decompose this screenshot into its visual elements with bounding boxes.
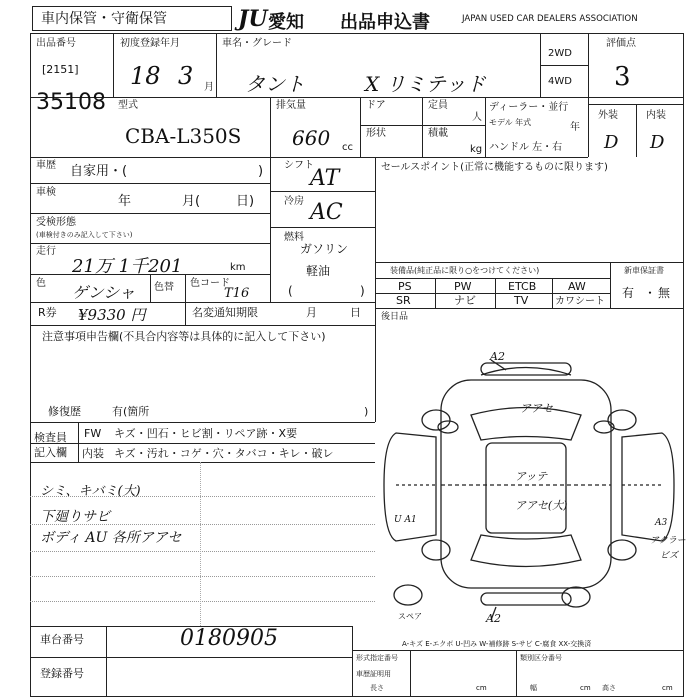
drive-4wd: 4WD (548, 76, 572, 87)
shape-label: 形状 (366, 128, 386, 139)
lot-sub-number: [2151] (42, 63, 79, 76)
storage-badge-text: 車内保管・守衛保管 (41, 11, 167, 27)
equip-leather-seat: カワシート (555, 296, 605, 307)
name-change-month: 月 (306, 306, 317, 319)
vehicle-damage-diagram (376, 345, 682, 645)
registration-month-unit: 月 (204, 82, 214, 93)
lot-number: 35108 (36, 90, 106, 115)
warranty-yes: 有 (622, 286, 635, 300)
handle-label: ハンドル 左・右 (489, 142, 563, 153)
diagram-note-right-2: アクラー (650, 536, 686, 546)
inspection-year: 年 (118, 194, 132, 209)
fw-items: キズ・凹石・ヒビ割・リペア跡・X要 (114, 427, 298, 440)
repair-history-label: 修復歴 (48, 405, 81, 418)
inspection-label: 車検 (36, 187, 56, 198)
car-grade: X リミテッド (365, 72, 486, 96)
chassis-number: 0180905 (180, 626, 278, 651)
year-unit: 年 (570, 122, 580, 133)
repaint-label: 色替 (154, 282, 174, 293)
width-unit: cm (580, 684, 591, 692)
history-close: ) (258, 164, 264, 179)
remark-3: ボディ AU 各所アアセ (40, 530, 182, 546)
diagram-note-top: A2 (490, 350, 505, 363)
displacement: 660 (292, 126, 331, 150)
fuel-label: 燃料 (284, 232, 304, 243)
color-code-value: T16 (224, 286, 250, 301)
load-unit: kg (470, 144, 483, 155)
history-value: 自家用・( (70, 164, 128, 179)
capacity-label: 定員 (428, 100, 448, 111)
class-number-label: 類別区分番号 (520, 654, 562, 662)
equip-navi: ナビ (454, 294, 476, 307)
capacity-unit: 人 (472, 112, 482, 123)
diagram-note-right-1: A3 (655, 518, 668, 528)
equip-pw: PW (454, 280, 472, 293)
interior-items-label: 内装 (82, 447, 104, 460)
diagram-note-center-2: アアセ(大) (515, 499, 568, 512)
equip-etc: ETCB (508, 280, 537, 293)
load-label: 積載 (428, 128, 448, 139)
model-code: CBA-L350S (125, 124, 242, 148)
exterior-label: 外装 (598, 110, 618, 121)
fw-label: FW (84, 427, 102, 440)
equip-tv: TV (514, 294, 529, 307)
interior-label: 内装 (646, 110, 666, 121)
form-number-label: 形式指定番号 (356, 654, 398, 662)
length-unit: cm (476, 684, 487, 692)
equip-aw: AW (568, 280, 586, 293)
model-code-label: 型式 (118, 100, 138, 111)
drive-2wd: 2WD (548, 48, 572, 59)
registration-label: 登録番号 (40, 667, 84, 680)
registration-month: 3 (178, 62, 194, 90)
rating-value: 3 (614, 62, 631, 92)
car-name: タント (245, 72, 305, 96)
warranty-label: 新車保証書 (624, 266, 664, 275)
remark-1: シミ、キバミ(大) (40, 484, 141, 499)
inspection-day: 日) (236, 194, 255, 209)
diagram-note-center-1: アッテ (515, 470, 548, 483)
damage-legend: A-キズ E-エクボ U-凹み W-補修跡 S-サビ C-腐食 XX-交換済 (402, 640, 592, 648)
color-label: 色 (36, 278, 46, 289)
history-label: 車歴 (36, 160, 56, 171)
notes-label: 注意事項申告欄(不具合内容等は具体的に記入して下さい) (42, 330, 326, 343)
inspection-month: 月( (182, 194, 201, 209)
displacement-unit: cc (342, 142, 353, 153)
registration-year: 18 (130, 62, 161, 90)
repair-history-value: 有(箇所 (112, 405, 150, 418)
storage-badge (32, 6, 232, 31)
warranty-dot: ・ (644, 286, 657, 300)
model-year-label: モデル 年式 (489, 118, 532, 127)
org-title: 愛知 (268, 12, 304, 33)
later-items-label: 後日品 (381, 312, 409, 322)
car-name-label: 車名・グレード (222, 38, 292, 49)
name-change-day: 日 (350, 306, 361, 319)
equip-sr: SR (396, 294, 411, 307)
ac-value: AC (310, 200, 343, 225)
fuel-paren-open: ( (288, 284, 293, 298)
mileage-label: 走行 (36, 246, 56, 257)
fuel-diesel: 軽油 (306, 264, 331, 278)
color-code-label: 色コード (190, 278, 230, 289)
first-registration-label: 初度登録年月 (120, 38, 180, 49)
diagram-note-bottom: A2 (486, 612, 501, 625)
spare-label: スペア (398, 612, 422, 621)
recycle-label: R券 (38, 306, 57, 319)
ac-label: 冷房 (284, 196, 304, 207)
document-title: 出品申込書 (340, 12, 430, 33)
remark-2: 下廻りサビ (40, 509, 110, 525)
dealer-label: ディーラー・並行 (489, 102, 569, 113)
exterior-grade: D (604, 132, 619, 153)
fuel-gasoline: ガソリン (300, 242, 349, 256)
fuel-paren-close: ) (360, 284, 365, 298)
length-label: 長さ (370, 684, 384, 692)
width-label: 幅 (530, 684, 537, 692)
warranty-no: 無 (658, 286, 671, 300)
displacement-label: 排気量 (276, 100, 306, 111)
equip-ps: PS (398, 280, 412, 293)
lot-number-label: 出品番号 (36, 38, 76, 49)
receive-type-note: (車検付きのみ記入して下さい) (36, 231, 133, 239)
chassis-label: 車台番号 (40, 633, 84, 646)
inspector-label: 検査員 (34, 431, 67, 444)
receive-type-label: 受検形態 (36, 217, 76, 228)
shift-value: AT (310, 166, 340, 191)
org-english-name: JAPAN USED CAR DEALERS ASSOCIATION (462, 14, 638, 24)
door-label: ドア (366, 100, 386, 111)
ju-logo: JU (238, 6, 268, 32)
mileage-value: 21万 1千201 (72, 256, 183, 277)
name-change-label: 名変通知期限 (192, 306, 258, 319)
diagram-note-right-3: ビズ (660, 551, 679, 561)
diagram-note-roof: アアセ (520, 402, 553, 415)
mileage-unit: km (230, 262, 246, 273)
diagram-note-left: U A1 (394, 515, 417, 525)
sales-point-label: セールスポイント(正常に機能するものに限ります) (381, 162, 608, 173)
interior-grade: D (650, 132, 665, 153)
interior-items: キズ・汚れ・コゲ・穴・タバコ・キレ・破レ (114, 447, 334, 460)
repair-history-close: ) (364, 405, 369, 418)
color-value: ゲンシャ (72, 283, 135, 302)
inspector-label-2: 記入欄 (34, 446, 67, 459)
height-label: 高さ (602, 684, 616, 692)
shift-label: シフト (284, 160, 314, 171)
certificate-label: 車歴証明用 (356, 670, 391, 678)
rating-label: 評価点 (606, 38, 636, 49)
height-unit: cm (662, 684, 673, 692)
recycle-value: ¥9330 円 (78, 306, 146, 324)
equipment-label: 装備品(純正品に限り○をつけてください) (390, 266, 540, 275)
